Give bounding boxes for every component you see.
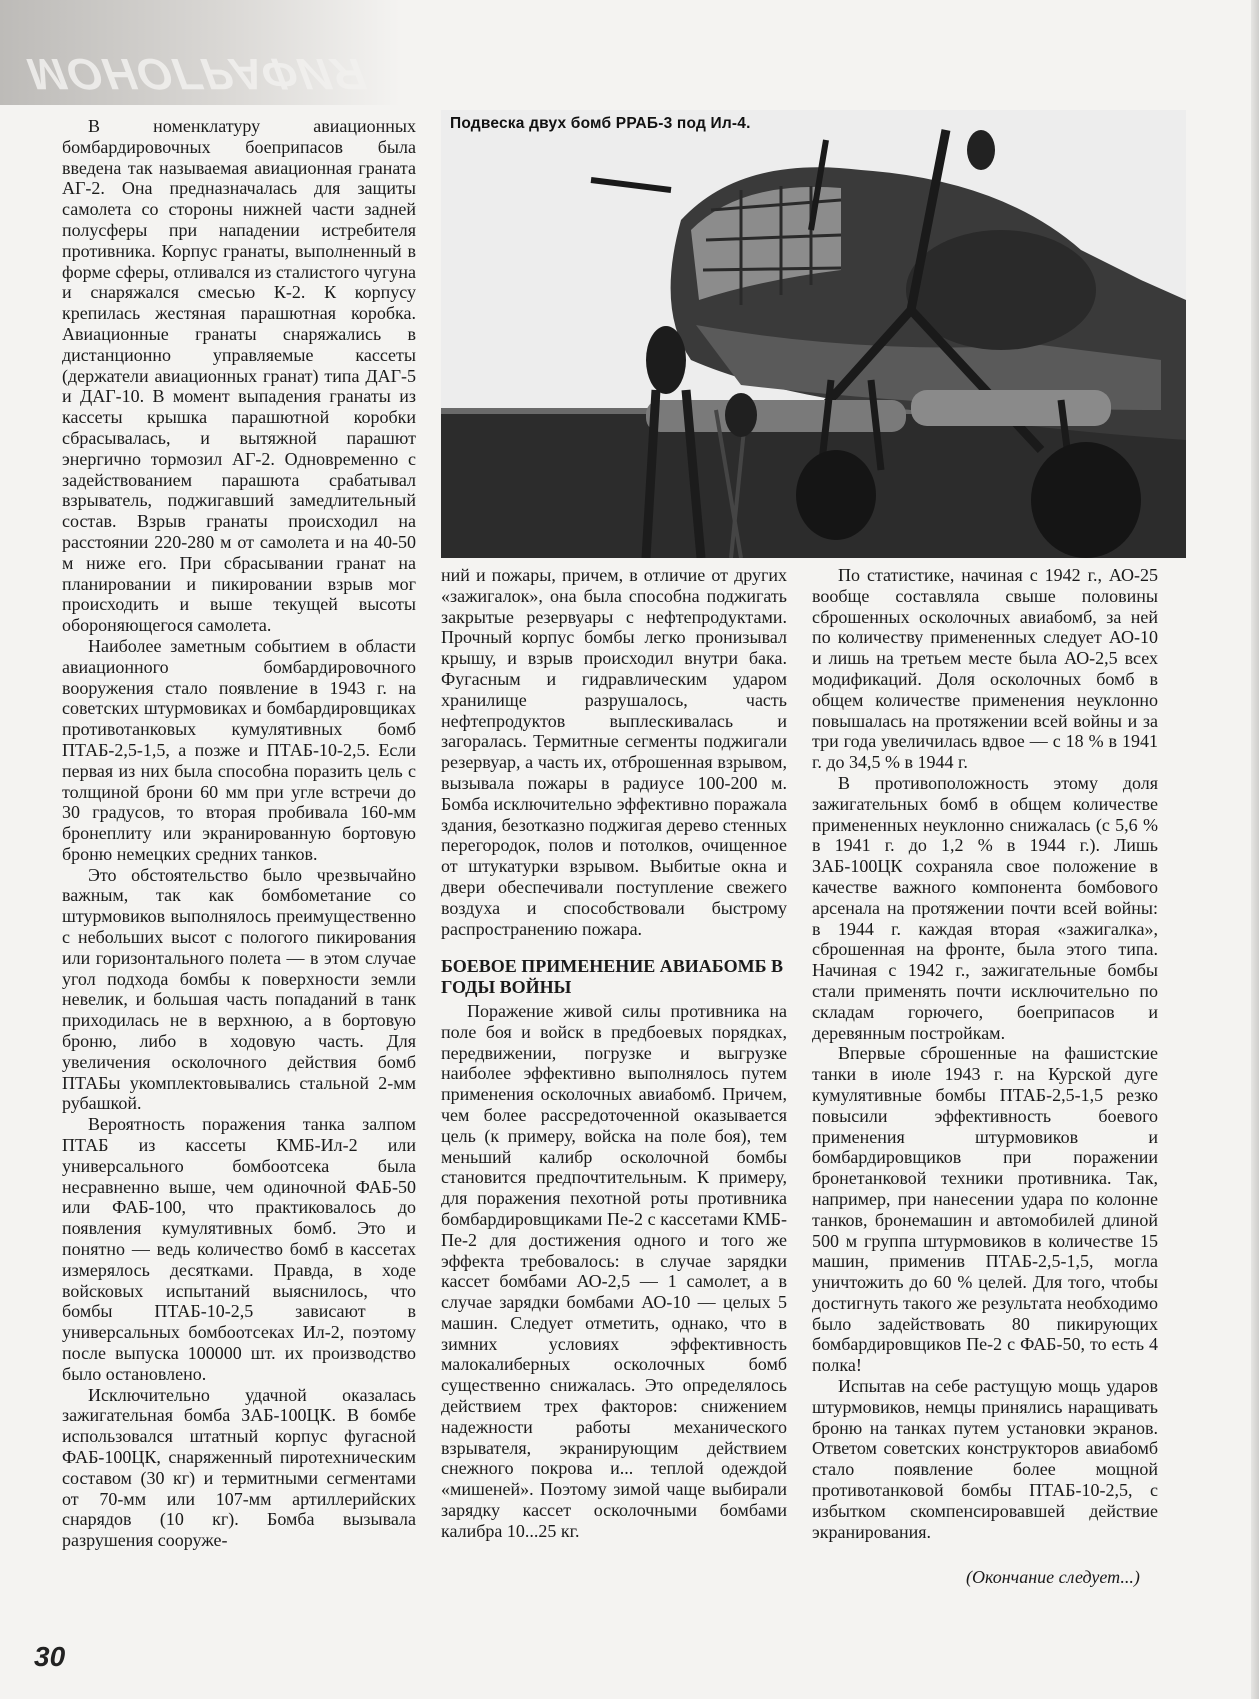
- il-4-bomber-illustration: [441, 110, 1186, 558]
- text-column-3: [812, 565, 1158, 1542]
- paragraph: В противоположность этому доля зажигательных бомб в общем количестве примененных неуклонно снижалась (с 5,6 % в 1941 г. до 1,2 % в 1944 г.). Лишь ЗАБ-100ЦК сохраняла свое положение в качестве важного компонента бомбового арсенала на протяжении почти всей войны: в 1944 г. каждая вторая «зажигалка», сброшенная на фронте, была этого типа. Начиная с 1942 г., зажигательные бомбы стали применять почти исключительно по складам горючего, боеприпасов и деревянным постройкам.: [812, 772, 1158, 1043]
- paragraph: Наиболее заметным событием в области авиационного бомбардировочного вооружения стало появление в 1943 г. на советских штурмовиках и бомбардировщиках противотанковых кумулятивных бомб ПТАБ-2,5-1,5, а позже и ПТАБ-10-2,5. Если первая из них была способна поразить цель с толщиной брони 60 мм при угле встречи до 30 градусов, то вторая пробивала 160-мм бронеплиту или экранированную бортовую броню немецких средних танков.: [62, 635, 416, 864]
- paragraph: В номенклатуру авиационных бомбардировочных боеприпасов была введена так называемая авиационная граната АГ-2. Она предназначалась для защиты самолета со стороны нижней части задней полусферы при нападении истребителя противника. Корпус гранаты, выполненный в форме сферы, отливался из сталистого чугуна и снаряжался смесью К-2. К корпусу крепилась жестяная парашютная коробка. Авиационные гранаты снаряжались в дистанционно управляемые кассеты (держатели авиационных гранат) типа ДАГ-5 и ДАГ-10. В момент выпадения гранаты из кассеты крышка парашютной коробки сбрасывалась, и вытяжной парашют энергично тормозил АГ-2. Одновременно с задействованием парашюта срабатывал взрыватель, поджигавший замедлительный состав. Взрыв гранаты происходил на расстоянии 220-280 м от самолета и на 40-50 м ниже его. При сбрасывании гранат на планировании и пикировании взрыв мог происходить и выше текущей высоты обороняющегося самолета.: [62, 116, 416, 636]
- aircraft-photo: [441, 110, 1186, 558]
- to-be-continued-note: (Окончание следует...): [966, 1567, 1140, 1587]
- paragraph: По статистике, начиная с 1942 г., АО-25 вообще составляла свыше половины сброшенных осколочных авиабомб, за ней по количеству примененных следует АО-10 и лишь на третьем месте была АО-2,5 всех модификаций. Доля осколочных бомб в общем количестве применения неуклонно повышалась на протяжении всей войны и за три года увеличилась вдвое — с 18 % в 1941 г. до 34,5 % в 1944 г.: [812, 565, 1158, 773]
- page-number: 30: [34, 1641, 66, 1672]
- text-column-1: [62, 116, 416, 1551]
- rubric-title: МОНОГРАФИЯ: [23, 49, 370, 98]
- scan-edge: [1251, 0, 1259, 1699]
- section-heading: БОЕВОЕ ПРИМЕНЕНИЕ АВИАБОМБ В ГОДЫ ВОЙНЫ: [441, 956, 783, 998]
- text-column-2: [441, 565, 787, 1542]
- paragraph: Вероятность поражения танка залпом ПТАБ из кассеты КМБ-Ил-2 или универсального бомбоотсека была несравненно выше, чем одиночной ФАБ-50 или ФАБ-100, что практиковалось до появления кумулятивных бомб. Это и понятно — ведь количество бомб в кассетах измерялось десятками. Правда, в ходе войсковых испытаний выяснилось, что бомбы ПТАБ-10-2,5 зависают в универсальных бомбоотсеках Ил-2, поэтому после выпуска 100000 шт. их производство было остановлено.: [62, 1114, 416, 1384]
- paragraph: Впервые сброшенные на фашистские танки в июле 1943 г. на Курской дуге кумулятивные бомбы ПТАБ-2,5-1,5 резко повысили эффективность боевого применения штурмовиков и бомбардировщиков при поражении бронетанковой техники противника. Так, например, при нанесении удара по колонне танков, бронемашин и автомобилей длиной 500 м группа штурмовиков в количестве 15 машин, применив ПТАБ-2,5-1,5, могла уничтожить до 60 % целей. Для того, чтобы достигнуть такого же результата необходимо было задействовать 80 пикирующих бомбардировщиков Пе-2 с ФАБ-50, то есть 4 полка!: [812, 1043, 1158, 1376]
- paragraph: ний и пожары, причем, в отличие от других «зажигалок», она была способна поджигать закрытые резервуары с нефтепродуктами. Прочный корпус бомбы легко пронизывал крышу, и взрыв происходил внутри бака. Фугасным и гидравлическим ударом хранилище разрушалось, часть нефтепродуктов выплескивалась и загоралась. Термитные сегменты поджигали резервуар, а часть их, отброшенная взрывом, вызывала пожары в радиусе 100-200 м. Бомба исключительно эффективно поражала здания, безотказно поджигая дерево стенных перегородок, полов и потолков, очищенное от штукатурки взрывом. Выбитые окна и двери обеспечивали поступление свежего воздуха и способствовали быстрому распространению пожара.: [441, 565, 787, 939]
- paragraph: Это обстоятельство было чрезвычайно важным, так как бомбометание со штурмовиков выполнялось преимущественно с небольших высот с пологого пикирования или горизонтального полета — в этом случае угол подхода бомбы к поверхности земли невелик, и большая часть попаданий в танк приходилась не в верхнюю, а в бортовую броню, либо в ходовую часть. Для увеличения осколочного действия бомб ПТАБы укомплектовывались стальной 2-мм рубашкой.: [62, 864, 416, 1114]
- paragraph: Поражение живой силы противника на поле боя и войск в предбоевых порядках, передвижении, погрузке и выгрузке наиболее эффективно выполнялось путем применения осколочных авиабомб. Причем, чем более рассредоточенной оказывается цель (к примеру, войска на поле боя), тем меньший калибр осколочной бомбы становится предпочтительным. К примеру, для поражения пехотной роты противника бомбардировщиками Пе-2 с кассетами КМБ-Пе-2 для достижения одного и того же эффекта требовалось: в случае зарядки кассет бомбами АО-2,5 — 1 самолет, а в случае зарядки бомбами АО-10 — целых 5 машин. Следует отметить, однако, что в зимних условиях эффективность малокалиберных осколочных бомб существенно снижалась. Это определялось действием трех факторов: снижением надежности работы механического взрывателя, экранирующим действием снежного покрова и... теплой одеждой «мишеней». Поэтому зимой чаще выбирали зарядку кассет осколочными бомбами калибра 10...25 кг.: [441, 1000, 787, 1541]
- paragraph: Испытав на себе растущую мощь ударов штурмовиков, немцы принялись наращивать броню на танках путем установки экранов. Ответом советских конструкторов авиабомб стало появление более мощной противотанковой бомбы ПТАБ-10-2,5, с избытком скомпенсировавшей действие экранирования.: [812, 1376, 1158, 1542]
- rubric-header: [0, 0, 400, 105]
- photo-caption: Подвеска двух бомб РРАБ-3 под Ил-4.: [450, 115, 751, 132]
- paragraph: Исключительно удачной оказалась зажигательная бомба ЗАБ-100ЦК. В бомбе использовался штатный корпус фугасной ФАБ-100ЦК, снаряженный пиротехническим составом (30 кг) и термитными сегментами от 70-мм или 107-мм артиллерийских снарядов (10 кг). Бомба вызывала разрушения сооруже-: [62, 1384, 416, 1551]
